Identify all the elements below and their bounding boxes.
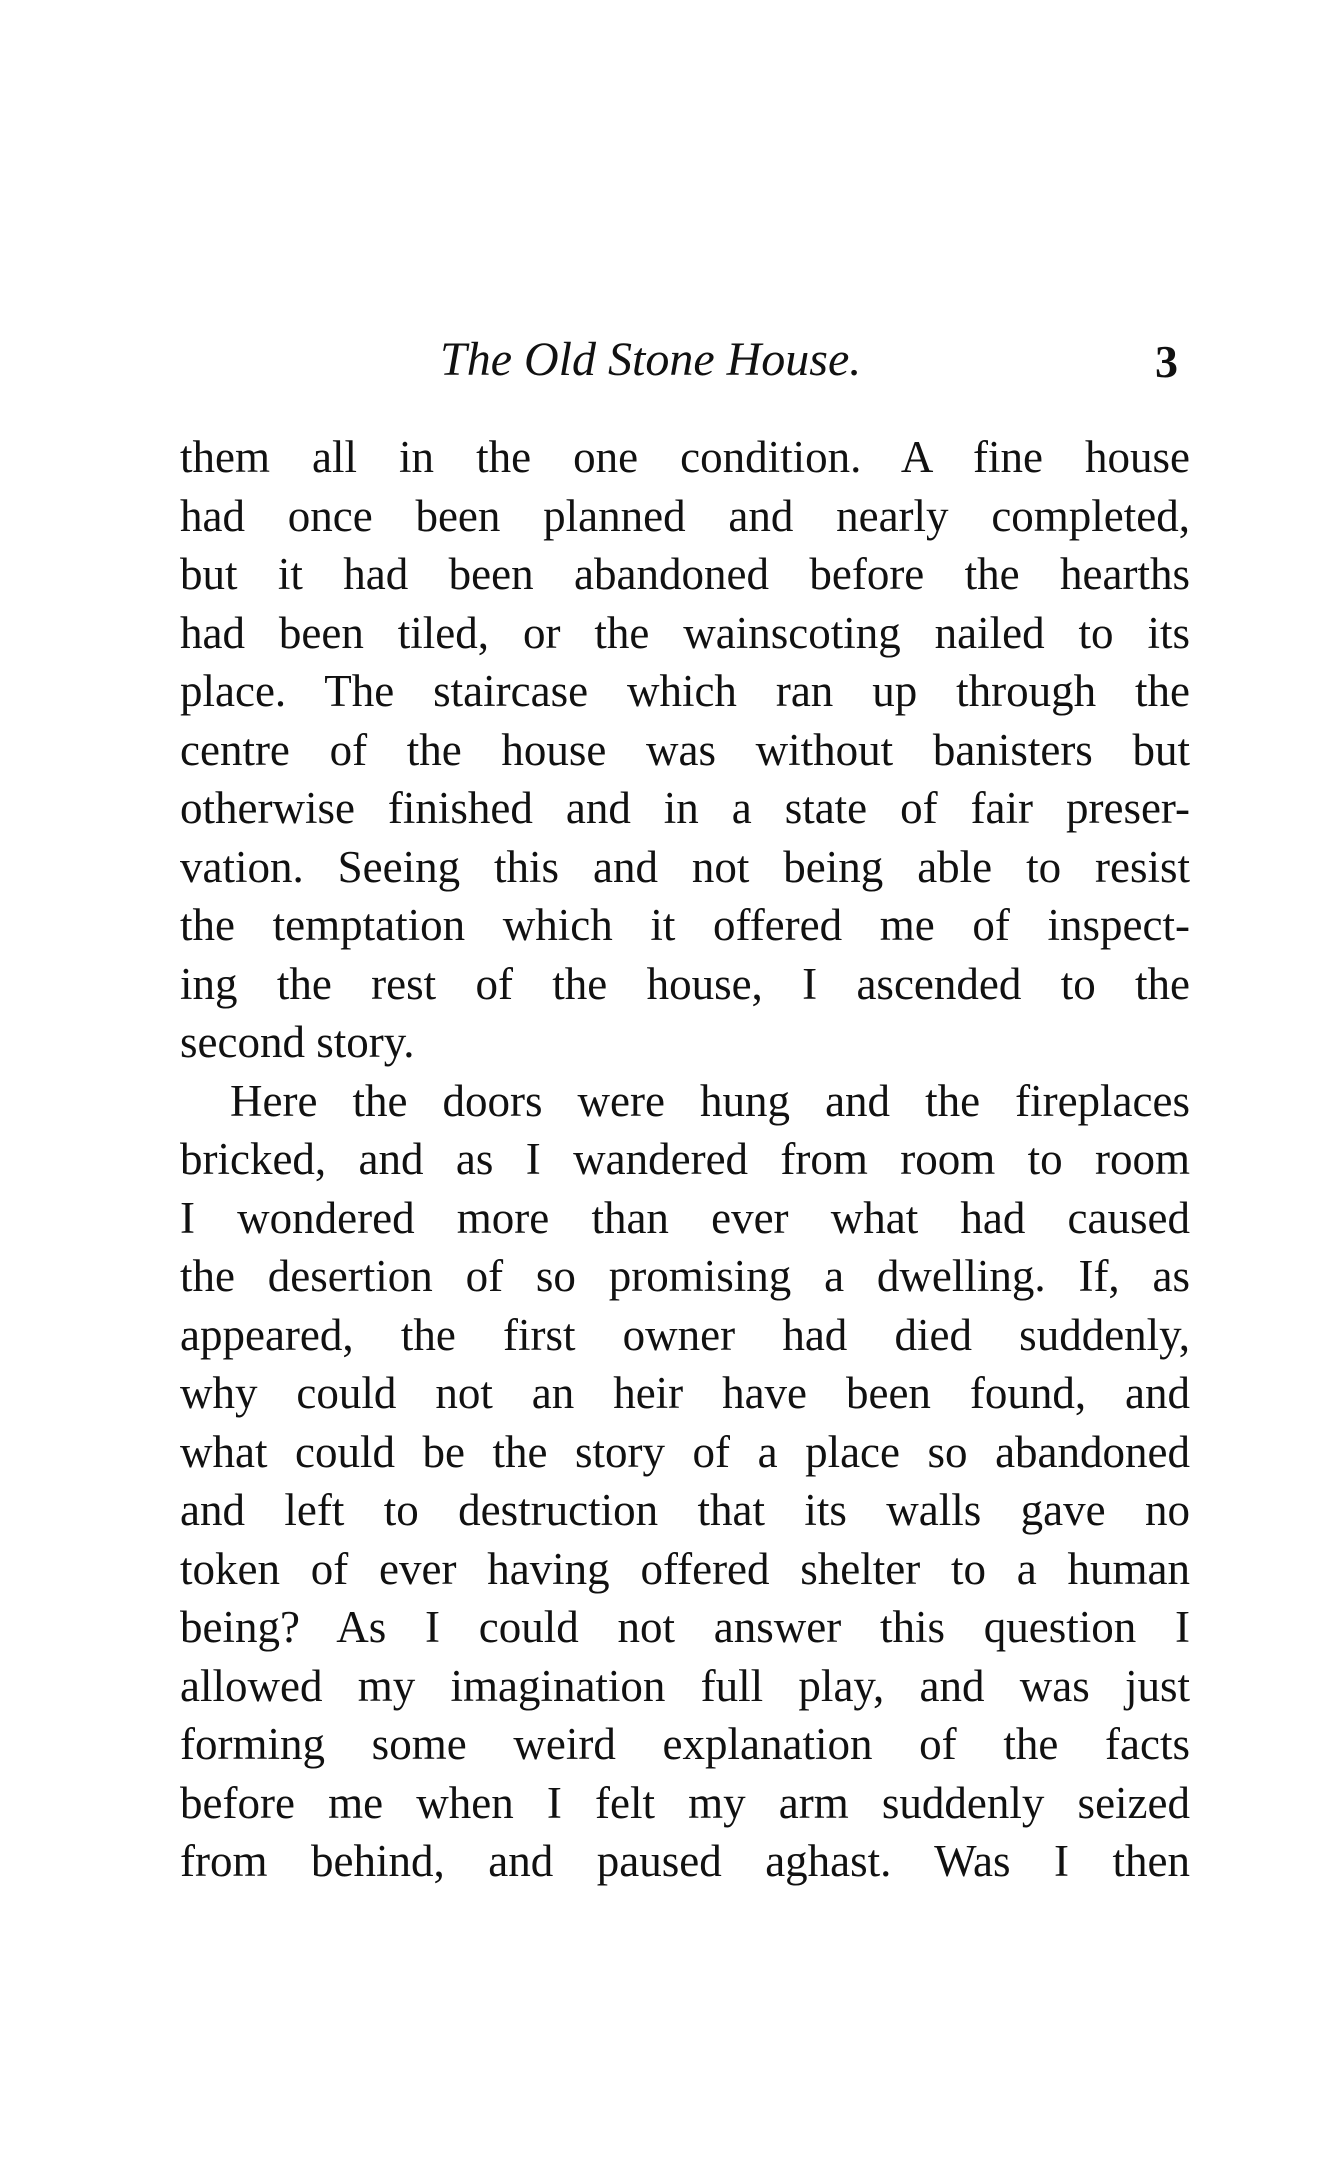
text-line: second story. [180,1017,415,1067]
text-line: ing the rest of the house, I ascended to the [180,958,1190,1009]
paragraph-1 [180,428,1190,1072]
text-line: what could be the story of a place so abandoned [180,1426,1190,1477]
page-number: 3 [1155,336,1178,387]
text-line: the desertion of so promising a dwelling. If, as [180,1251,1190,1301]
text-line: allowed my imagination full play, and was just [180,1660,1190,1711]
text-line: the temptation which it offered me of inspect- [180,900,1190,950]
text-line: had once been planned and nearly completed, [180,490,1190,541]
text-line: vation. Seeing this and not being able to resist [180,841,1190,892]
text-line: centre of the house was without banisters but [180,724,1190,775]
running-title: The Old Stone House. [440,333,862,386]
text-line: but it had been abandoned before the hearths [180,549,1190,599]
text-line: before me when I felt my arm suddenly seized [180,1777,1190,1828]
paragraph-2 [180,1072,1190,1891]
text-line: otherwise finished and in a state of fair preser- [180,783,1190,833]
text-line: them all in the one condition. A fine house [180,432,1190,482]
text-line: bricked, and as I wandered from room to room [180,1134,1190,1184]
text-line: being? As I could not answer this question I [180,1602,1190,1652]
text-line: appeared, the first owner had died suddenly, [180,1309,1190,1360]
text-line: and left to destruction that its walls gave no [180,1485,1190,1535]
text-line: token of ever having offered shelter to a human [180,1543,1190,1594]
text-line: forming some weird explanation of the facts [180,1719,1190,1769]
text-line: Here the doors were hung and the fireplaces [230,1075,1190,1126]
running-head [180,330,1190,390]
text-line: from behind, and paused aghast. Was I then [180,1836,1190,1886]
text-line: I wondered more than ever what had caused [180,1192,1190,1243]
text-line: had been tiled, or the wainscoting nailed to its [180,607,1190,658]
text-line: place. The staircase which ran up through the [180,666,1190,716]
body-text [180,428,1190,1891]
text-line: why could not an heir have been found, and [180,1368,1190,1418]
